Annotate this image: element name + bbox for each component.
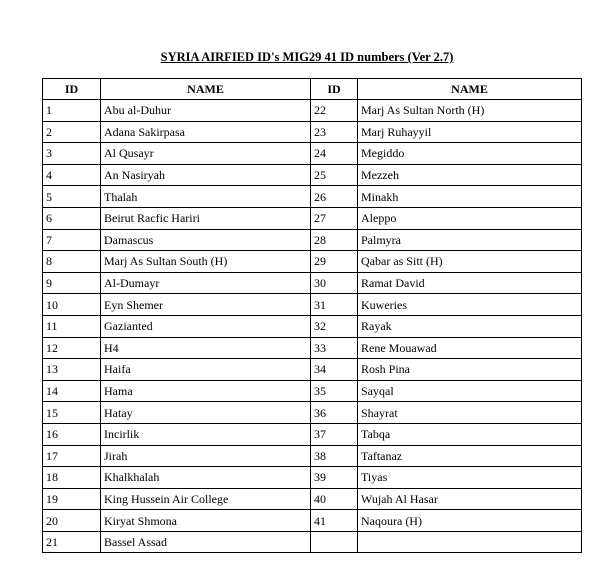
right-id-cell: 27 [311,207,358,229]
left-id-cell: 14 [43,380,101,402]
left-name-cell: King Hussein Air College [101,488,311,510]
table-row [43,207,582,229]
table-row [43,423,582,445]
table-row [43,229,582,251]
left-id-cell: 17 [43,445,101,467]
right-id-cell: 29 [311,251,358,273]
left-id-cell: 4 [43,164,101,186]
left-id-cell: 5 [43,186,101,208]
table-row [43,186,582,208]
right-id-cell: 30 [311,272,358,294]
right-name-cell: Minakh [358,186,582,208]
table-row [43,531,582,553]
left-id-cell: 13 [43,359,101,381]
table-row [43,359,582,381]
table-row [43,121,582,143]
left-id-cell: 19 [43,488,101,510]
left-name-cell: Hama [101,380,311,402]
document-title: SYRIA AIRFIED ID's MIG29 41 ID numbers (Ver 2.7) [160,50,454,64]
right-id-cell: 32 [311,315,358,337]
left-id-cell: 8 [43,251,101,273]
right-name-cell: Taftanaz [358,445,582,467]
right-name-cell: Naqoura (H) [358,510,582,532]
right-name-cell: Sayqal [358,380,582,402]
left-name-cell: Hatay [101,402,311,424]
right-name-cell: Rayak [358,315,582,337]
right-name-cell: Ramat David [358,272,582,294]
left-id-cell: 12 [43,337,101,359]
left-name-cell: Incirlik [101,423,311,445]
right-name-cell: Mezzeh [358,164,582,186]
left-name-cell: Kiryat Shmona [101,510,311,532]
table-row [43,510,582,532]
right-id-cell: 24 [311,143,358,165]
right-name-cell: Megiddo [358,143,582,165]
header-id-right: ID [311,79,358,100]
table-header-row [43,79,582,100]
left-name-cell: Khalkhalah [101,467,311,489]
left-name-cell: Abu al-Duhur [101,100,311,122]
airfield-id-table [42,78,582,553]
left-name-cell: An Nasiryah [101,164,311,186]
left-id-cell: 16 [43,423,101,445]
right-id-cell: 35 [311,380,358,402]
table-row [43,294,582,316]
table-body [43,100,582,553]
right-id-cell: 39 [311,467,358,489]
right-id-cell: 26 [311,186,358,208]
right-id-cell: 23 [311,121,358,143]
right-id-cell: 34 [311,359,358,381]
table-row [43,164,582,186]
left-name-cell: Eyn Shemer [101,294,311,316]
right-id-cell [311,531,358,553]
left-name-cell: H4 [101,337,311,359]
table-row [43,402,582,424]
left-id-cell: 7 [43,229,101,251]
left-name-cell: Adana Sakirpasa [101,121,311,143]
table-row [43,251,582,273]
right-name-cell: Qabar as Sitt (H) [358,251,582,273]
header-name-right: NAME [358,79,582,100]
right-name-cell: Rene Mouawad [358,337,582,359]
right-id-cell: 22 [311,100,358,122]
table-row [43,380,582,402]
table-row [43,143,582,165]
left-name-cell: Gazianted [101,315,311,337]
header-id-left: ID [43,79,101,100]
left-name-cell: Thalah [101,186,311,208]
left-id-cell: 21 [43,531,101,553]
right-id-cell: 41 [311,510,358,532]
right-id-cell: 28 [311,229,358,251]
right-name-cell: Marj Ruhayyil [358,121,582,143]
right-id-cell: 37 [311,423,358,445]
right-name-cell: Aleppo [358,207,582,229]
left-id-cell: 18 [43,467,101,489]
right-id-cell: 38 [311,445,358,467]
right-id-cell: 36 [311,402,358,424]
right-id-cell: 40 [311,488,358,510]
left-name-cell: Jirah [101,445,311,467]
table-row [43,272,582,294]
table-row [43,467,582,489]
right-name-cell: Palmyra [358,229,582,251]
left-id-cell: 1 [43,100,101,122]
right-name-cell: Wujah Al Hasar [358,488,582,510]
right-id-cell: 33 [311,337,358,359]
right-name-cell: Kuweries [358,294,582,316]
right-name-cell: Marj As Sultan North (H) [358,100,582,122]
table-row [43,337,582,359]
right-name-cell: Shayrat [358,402,582,424]
right-name-cell: Tiyas [358,467,582,489]
right-name-cell: Tabqa [358,423,582,445]
left-id-cell: 10 [43,294,101,316]
left-id-cell: 6 [43,207,101,229]
left-name-cell: Damascus [101,229,311,251]
left-name-cell: Al-Dumayr [101,272,311,294]
left-name-cell: Marj As Sultan South (H) [101,251,311,273]
left-id-cell: 2 [43,121,101,143]
left-id-cell: 20 [43,510,101,532]
right-name-cell [358,531,582,553]
table-row [43,445,582,467]
left-name-cell: Al Qusayr [101,143,311,165]
table-row [43,100,582,122]
table-row [43,315,582,337]
right-id-cell: 25 [311,164,358,186]
right-id-cell: 31 [311,294,358,316]
right-name-cell: Rosh Pina [358,359,582,381]
table-row [43,488,582,510]
left-id-cell: 15 [43,402,101,424]
header-name-left: NAME [101,79,311,100]
left-id-cell: 9 [43,272,101,294]
left-name-cell: Beirut Racfic Hariri [101,207,311,229]
left-id-cell: 11 [43,315,101,337]
left-name-cell: Bassel Assad [101,531,311,553]
left-name-cell: Haifa [101,359,311,381]
left-id-cell: 3 [43,143,101,165]
